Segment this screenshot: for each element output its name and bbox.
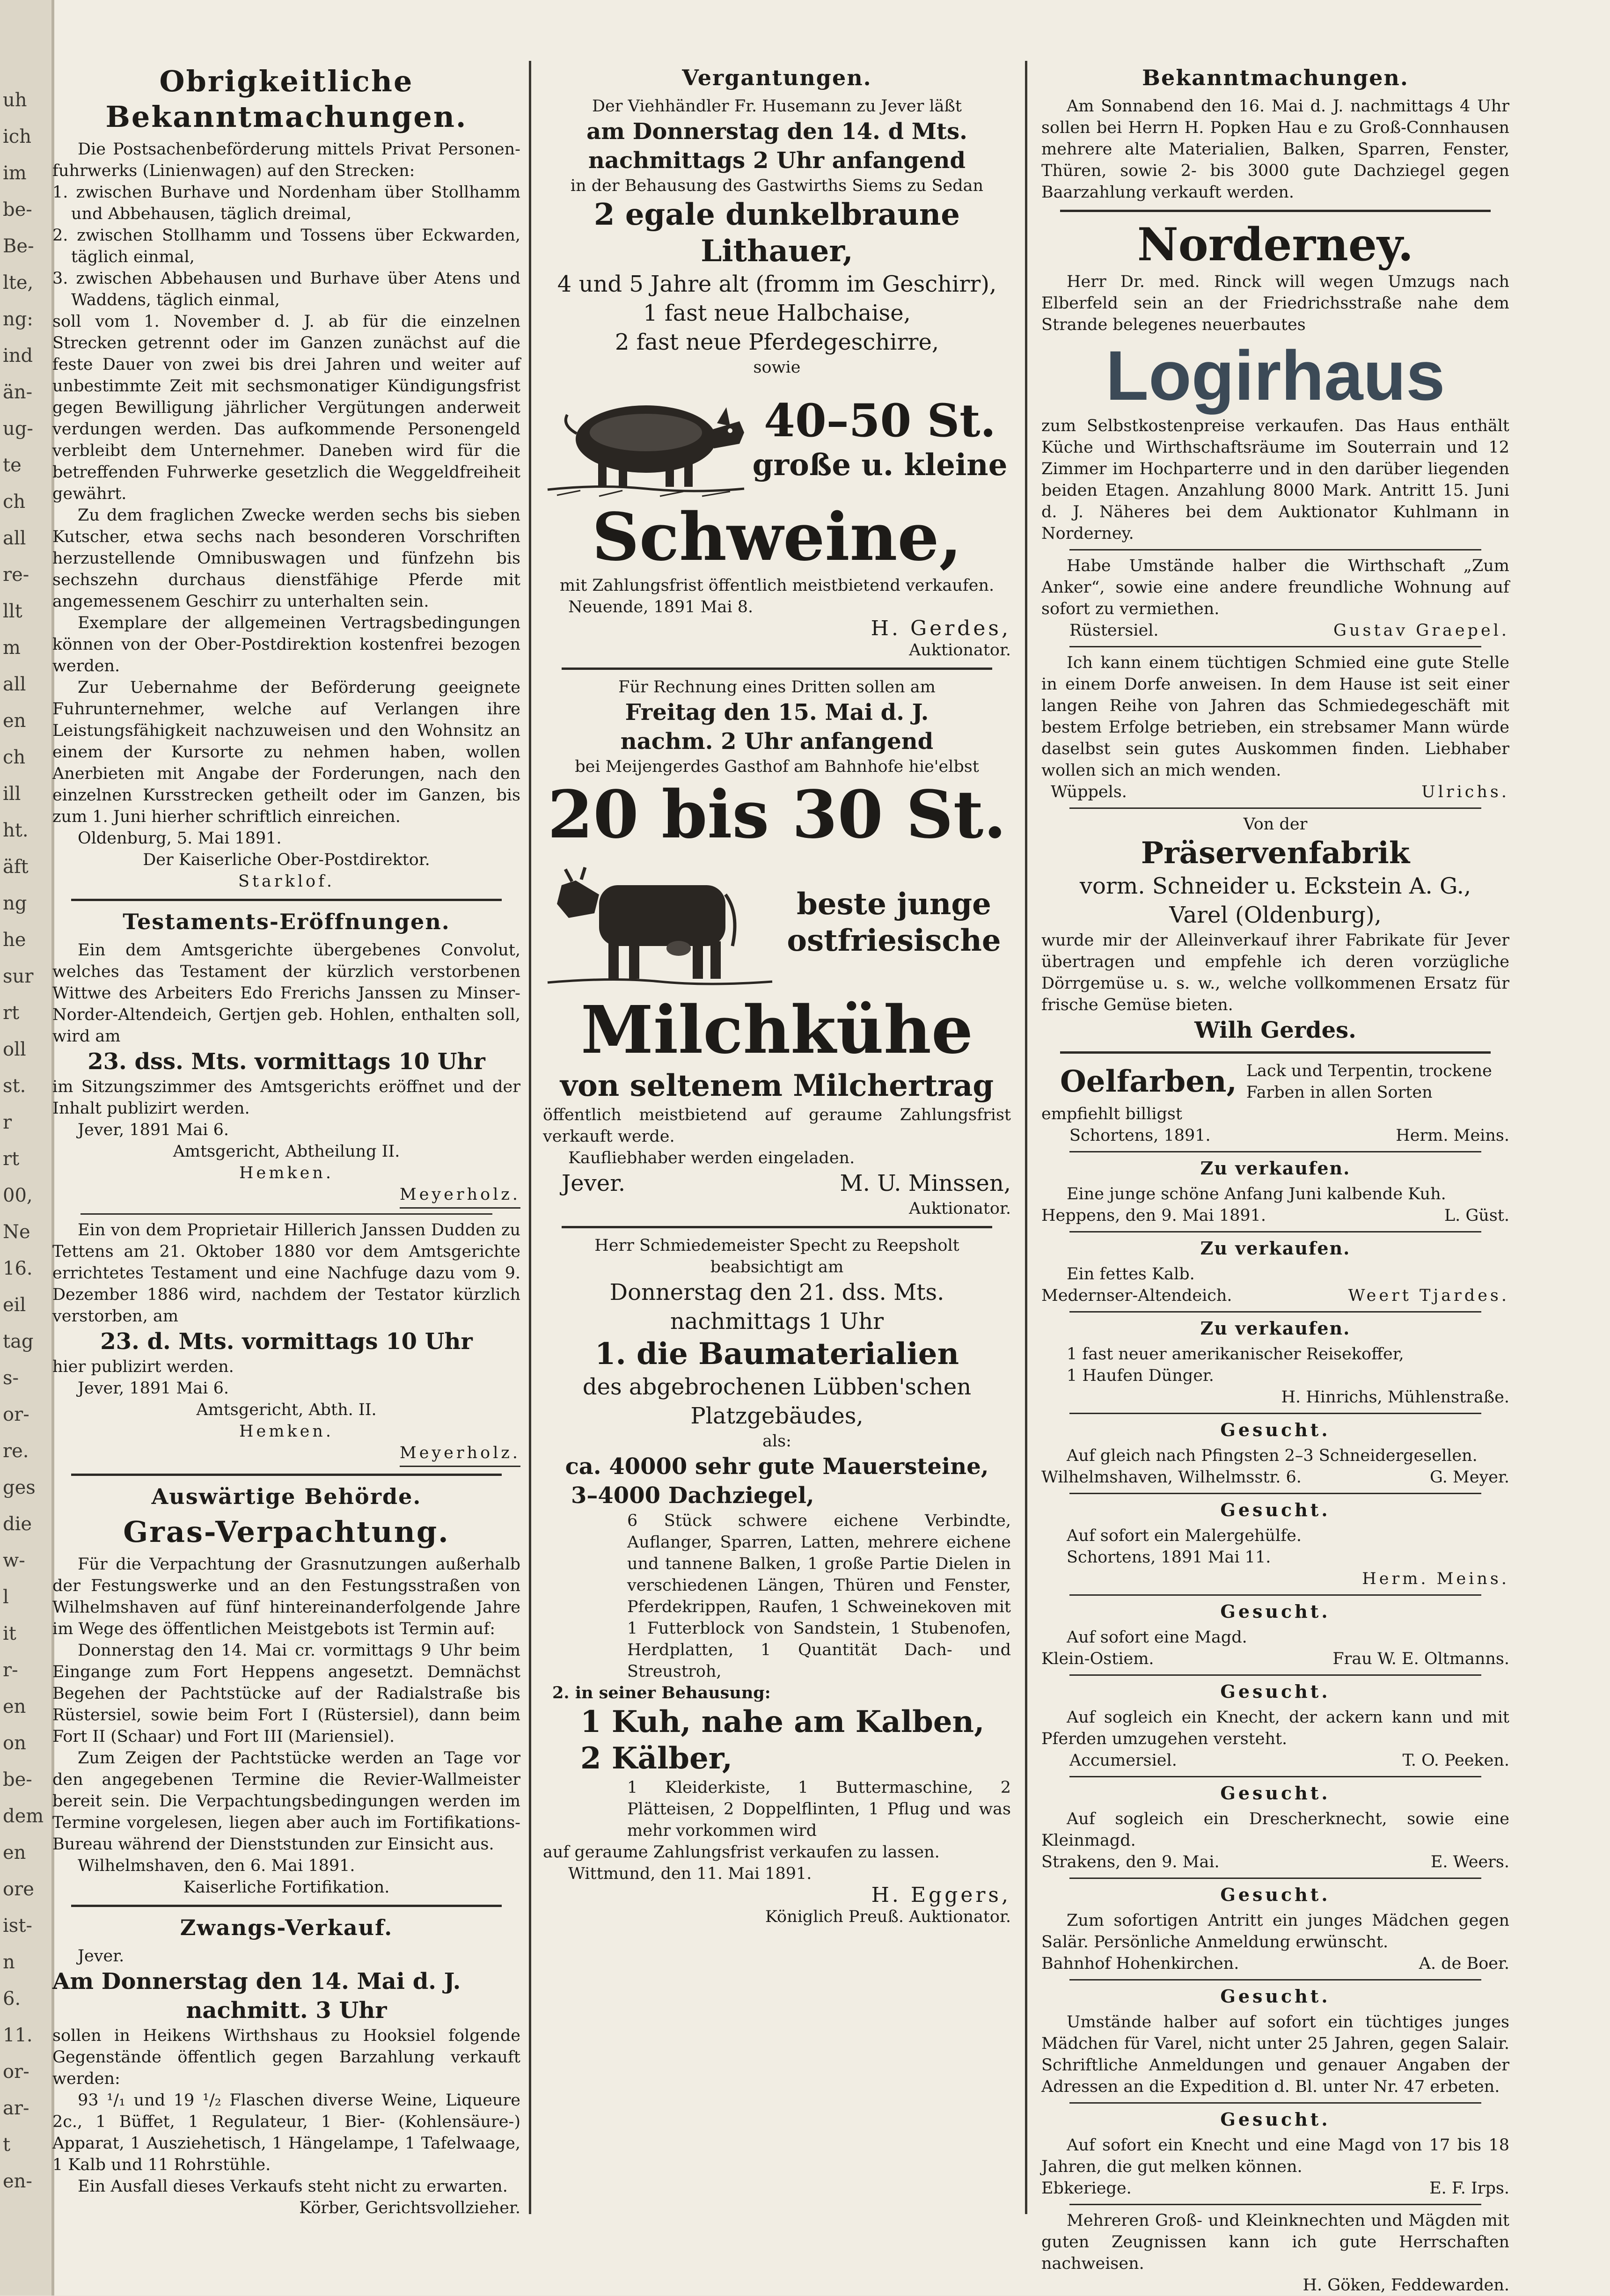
divider (1069, 1311, 1481, 1313)
ad-item: 4 und 5 Jahre alt (fromm im Geschirr), (557, 271, 997, 297)
signature: E. F. Irps. (1429, 2179, 1509, 2198)
binding-fragment: re. (3, 1440, 29, 1462)
place-date: Strakens, den 9. Mai. (1041, 1853, 1220, 1871)
binding-fragment: en (3, 1842, 26, 1863)
notice-text: Habe Umstände halber die Wirthschaft „Zum Anker“, sowie eine andere freundliche Wohnung auf sofort zu vermiethen. (1041, 557, 1509, 618)
notice-text: Auf sofort eine Magd. (1067, 1628, 1247, 1647)
section-title: Zwangs-Verkauf. (180, 1915, 393, 1940)
signature-row (1041, 1750, 1509, 1771)
divider (1069, 1493, 1481, 1494)
court-name: Amtsgericht, Abth. II. (196, 1401, 377, 1419)
binding-fragment: ug- (3, 418, 33, 440)
divider (1069, 1151, 1481, 1152)
signature: Wilh Gerdes. (1194, 1017, 1356, 1043)
notice-text: 93 ¹/₁ und 19 ¹/₂ Flaschen diverse Weine, Liqueure 2c., 1 Büffet, 1 Regulateur, 1 Bier- (Kohlensäure-) Apparat, 1 Ausziehetisch, 1 Hängelampe, 1 Tafelwaage, 1 Kalb und 11 Rohrstühle. (52, 2091, 520, 2174)
notice-text: sollen in Heikens Wirthshaus zu Hooksiel folgende Gegenstände öffentlich gegen Barzahlung verkauft werden: (52, 2026, 520, 2088)
binding-fragment: tag (3, 1331, 34, 1352)
binding-fragment: 00, (3, 1185, 33, 1206)
signature: Herm. Meins. (1362, 1570, 1509, 1588)
notice-date: am Donnerstag den 14. d Mts. (586, 118, 967, 145)
binding-fragment: on (3, 1732, 26, 1754)
notice-text: Eine junge schöne Anfang Juni kalbende Kuh. (1067, 1185, 1446, 1203)
divider (1069, 2204, 1481, 2205)
divider (1069, 807, 1481, 809)
place-date: Neuende, 1891 Mai 8. (568, 598, 754, 616)
signature: H. Hinrichs, Mühlenstraße. (1281, 1388, 1509, 1407)
binding-fragment: llt (3, 601, 22, 622)
binding-fragment: eil (3, 1294, 26, 1316)
notice-text: Lack und Terpentin, trockene (1246, 1062, 1492, 1080)
office-name: Der Kaiserliche Ober-Postdirektor. (143, 851, 430, 869)
notice-text: mit Zahlungsfrist öffentlich meistbietend verkaufen. (559, 576, 995, 595)
binding-fragment: lte, (3, 272, 34, 293)
signature: Hemken. (239, 1422, 334, 1441)
list-item: 1. zwischen Burhave und Nordenham über Stollhamm und Abbehausen, täglich dreimal, (52, 183, 520, 223)
signature: E. Weers. (1430, 1853, 1509, 1871)
signature: T. O. Peeken. (1402, 1751, 1509, 1770)
divider (80, 1213, 492, 1215)
signature: Meyerholz. (52, 1442, 520, 1467)
court-name: Amtsgericht, Abtheilung II. (173, 1142, 400, 1161)
binding-fragment: be- (3, 1769, 32, 1790)
notice-date: Donnerstag den 21. dss. Mts. (609, 1279, 944, 1306)
binding-fragment: s- (3, 1367, 19, 1389)
post-text: Zur Uebernahme der Beförderung geeignete Fuhrunternehmer, welche auf Verlangen ihre Leistungsfähigkeit nachzuweisen und den Wohnsitz an einem der Kursorte zu nehmen haben, wollen Anerbieten mit Angabe der Forderungen, nach den einzelnen Kursstrecken getheilt oder im Ganzen, bis zum 1. Juni hierher schriftlich einreichen. (52, 678, 520, 826)
signature: Körber, Gerichtsvollzieher. (299, 2199, 520, 2217)
binding-fragment: re- (3, 564, 29, 586)
notice-text: Auf sofort ein Malergehülfe. (1067, 1526, 1302, 1545)
notice-text: Am Sonnabend den 16. Mai d. J. nachmittags 4 Uhr sollen bei Herrn H. Popken Hau e zu Groß-Connhausen mehrere alte Materialien, Balken, Sparren, Fenster, Thüren, sowie 2- bis 3000 gute Dachziegel gegen Baarzahlung verkauft werden. (1041, 97, 1509, 202)
notice-date: 23. dss. Mts. vormittags 10 Uhr (88, 1049, 485, 1075)
signature: M. U. Minssen, (840, 1170, 1011, 1196)
notice-time: nachmitt. 3 Uhr (186, 1997, 387, 2024)
binding-fragment: or- (3, 2061, 29, 2083)
section-title: Gesucht. (1220, 1681, 1331, 1702)
binding-fragment: dem (3, 1805, 44, 1827)
section-title: Zu verkaufen. (1200, 1318, 1351, 1339)
binding-fragment: n (3, 1951, 15, 1973)
binding-fragment: ist- (3, 1915, 32, 1937)
section-title: Gesucht. (1220, 1601, 1331, 1622)
binding-fragment: rt (3, 1002, 20, 1024)
binding-fragment: all (3, 674, 26, 695)
binding-fragment: 16. (3, 1258, 33, 1279)
column-rule (1025, 61, 1027, 2214)
divider (562, 1226, 992, 1228)
divider (1069, 1776, 1481, 1777)
binding-fragment: be- (3, 199, 32, 220)
signature-row (1041, 1953, 1509, 1974)
signature: Frau W. E. Oltmanns. (1332, 1650, 1509, 1668)
place: Bahnhof Hohenkirchen. (1041, 1954, 1239, 1973)
post-text: Zu dem fraglichen Zwecke werden sechs bis sieben Kutscher, etwa sechs nach besonderen Vorschriften herzustellende Omnibuswagen und fünfzehn bis sechszehn durchaus dienstfähige Pferde mit angemessenem Geschirr zu unterhalten sein. (52, 506, 520, 611)
notice-text: wurde mir der Alleinverkauf ihrer Fabrikate für Jever übertragen und empfehle ich deren vorzügliche Dörrgemüse u. s. w., welche vollkommenen Ersatz für frische Gemüse bieten. (1041, 931, 1509, 1014)
place-date: Wilhelmshaven, den 6. Mai 1891. (78, 1856, 355, 1875)
binding-fragment: ch (3, 491, 26, 513)
notice-text: 1 Haufen Dünger. (1067, 1366, 1214, 1385)
place: Klein-Ostiem. (1041, 1650, 1154, 1668)
list-item: 2. zwischen Stollhamm und Tossens über Eckwarden, täglich einmal, (52, 226, 520, 266)
oelfarben-row (1041, 1060, 1509, 1103)
list-item: 3. zwischen Abbehausen und Burhave über Atens und Waddens, täglich einmal, (52, 269, 520, 309)
place-date: Heppens, den 9. Mai 1891. (1041, 1206, 1266, 1225)
notice-text: Auf gleich nach Pfingsten 2–3 Schneidergesellen. (1067, 1446, 1478, 1465)
notice-text: Farben in allen Sorten (1246, 1083, 1433, 1102)
binding-fragment: 11. (3, 2025, 33, 2046)
binding-fragment: l (3, 1586, 9, 1608)
binding-fragment: ht. (3, 820, 29, 841)
ad-item: 3–4000 Dachziegel, (571, 1482, 814, 1509)
section-title: Gesucht. (1220, 1419, 1331, 1440)
binding-fragment: all (3, 528, 26, 549)
notice-subhead: 2. in seiner Behausung: (552, 1683, 771, 1702)
ad-item-headline: ostfriesische (787, 923, 1001, 958)
ad-count: 40–50 St. (764, 394, 996, 447)
notice-text: als: (762, 1432, 791, 1451)
role: Königlich Preuß. Auktionator. (765, 1907, 1011, 1926)
ad-item-headline: 2 egale dunkelbraune (594, 197, 960, 232)
divider (1069, 1594, 1481, 1596)
pig-ad-text (749, 395, 1011, 484)
divider (1069, 2102, 1481, 2104)
notice-text: Zum sofortigen Antritt ein junges Mädchen gegen Salär. Persönliche Anmeldung erwünscht. (1041, 1911, 1509, 1951)
binding-fragment: äft (3, 856, 29, 878)
notice-date: 23. d. Mts. vormittags 10 Uhr (100, 1328, 473, 1355)
divider (1069, 1231, 1481, 1232)
notice-text: Mehreren Groß- und Kleinknechten und Mägden mit guten Zeugnissen kann ich gute Herrschaften nachweisen. (1041, 2211, 1509, 2273)
binding-fragment: st. (3, 1075, 26, 1097)
role: Auktionator. (909, 1199, 1011, 1218)
place-date: Oldenburg, 5. Mai 1891. (78, 829, 282, 848)
ad-item: 1 fast neue Halbchaise, (643, 300, 911, 326)
binding-fragment: it (3, 1623, 16, 1644)
place-date: Wittmund, den 11. Mai 1891. (568, 1864, 812, 1883)
divider (1069, 646, 1481, 647)
binding-fragment: die (3, 1513, 32, 1535)
post-intro: Die Postsachenbeförderung mittels Privat Personen-fuhrwerks (Linienwagen) auf den Strecken: (52, 140, 520, 180)
place: Accumersiel. (1069, 1751, 1177, 1770)
place: Medernser-Altendeich. (1041, 1286, 1232, 1305)
signature: Ulrichs. (1421, 783, 1509, 801)
divider (1069, 549, 1481, 550)
binding-fragment: en- (3, 2171, 32, 2192)
section-title: Gesucht. (1220, 2109, 1331, 2130)
signature: A. de Boer. (1419, 1954, 1509, 1973)
ad-subheadline: Varel (Oldenburg), (1169, 902, 1382, 928)
place-date: Jever, 1891 Mai 6. (78, 1121, 229, 1139)
ad-headline: Gras-Verpachtung. (123, 1515, 450, 1549)
binding-fragment: Ne (3, 1221, 30, 1243)
ad-item: ca. 40000 sehr gute Mauersteine, (565, 1453, 989, 1480)
column-official-notices (52, 61, 520, 2261)
binding-fragment: uh (3, 89, 27, 111)
ad-item-headline: 1 Kuh, nahe am Kalben, (580, 1704, 985, 1739)
notice-text: öffentlich meistbietend auf geraume Zahlungsfrist verkauft werde. (543, 1106, 1011, 1146)
signature: H. Eggers, (871, 1883, 1011, 1907)
signature-row (1041, 781, 1509, 803)
signature: Kaiserliche Fortifikation. (183, 1878, 390, 1897)
section-title: Vergantungen. (682, 65, 872, 90)
signature: Herm. Meins. (1396, 1126, 1509, 1145)
binding-fragment: ch (3, 747, 26, 768)
binding-fragment: Be- (3, 235, 34, 257)
notice-time: nachmittags 2 Uhr anfangend (588, 147, 966, 174)
binding-fragment: r- (3, 1659, 18, 1681)
section-title: Zu verkaufen. (1200, 1158, 1351, 1179)
cow-ad-text (777, 886, 1011, 959)
notice-text: 1 Kleiderkiste, 1 Buttermaschine, 2 Plätteisen, 2 Doppelflinten, 1 Pflug und was mehr vorkommen wird (627, 1778, 1011, 1840)
notice-text: Donnerstag den 14. Mai cr. vormittags 9 Uhr beim Eingange zum Fort Heppens angesetzt. Demnächst Begehen der Pachtstücke auf der Radialstraße bis Rüstersiel, sowie beim Fort I (Rüstersiel), dann beim Fort II (Schaar) und Fort III (Mariensiel). (52, 1641, 520, 1746)
notice-text: zum Selbstkostenpreise verkaufen. Das Haus enthält Küche und Wirthschaftsräume im Souterrain und 12 Zimmer im Hochparterre und in den darüber liegenden beiden Etagen. Anzahlung 8000 Mark. Antritt 15. Juni d. J. Näheres bei dem Auktionator Kuhlmann in Norderney. (1041, 417, 1509, 543)
divider (71, 899, 502, 901)
notice-text: Umstände halber auf sofort ein tüchtiges junges Mädchen für Varel, nicht unter 25 Jahren, gegen Salair. Schriftliche Anmeldungen und genauer Angaben der Adressen an die Expedition d. Bl. unter Nr. 47 erbeten. (1041, 2013, 1509, 2096)
cow-ad-row (543, 852, 1011, 993)
ad-item-headline: beste junge (797, 887, 991, 922)
place: Rüstersiel. (1069, 621, 1159, 640)
notice-text: auf geraume Zahlungsfrist verkaufen zu lassen. (543, 1843, 940, 1862)
section-title: Gesucht. (1220, 1884, 1331, 1905)
signature-row (1041, 1648, 1509, 1670)
notice-time: nachm. 2 Uhr anfangend (620, 728, 934, 755)
binding-fragment: he (3, 929, 26, 951)
binding-fragment: sur (3, 966, 34, 987)
ad-item-headline: Lithauer, (701, 234, 853, 269)
oelfarben-side (1246, 1060, 1492, 1103)
binding-fragment: 6. (3, 1988, 21, 2010)
binding-fragment: än- (3, 381, 33, 403)
place: Jever. (562, 1170, 626, 1196)
notice-text: Auf sogleich ein Knecht, der ackern kann und mit Pferden umzugehen versteht. (1041, 1708, 1509, 1748)
notice-text: in der Behausung des Gastwirths Siems zu Sedan (570, 176, 984, 195)
post-text: soll vom 1. November d. J. ab für die einzelnen Strecken getrennt oder im Ganzen zunächst auf die feste Dauer von zwei bis drei Jahren und weiter auf unbestimmte Zeit mit sechsmonatiger Kündigungsfrist gegen Bewilligung jährlicher Vergütungen anderweit verdungen werden. Das aufkommende Personengeld verbleibt dem Unternehmer. Daneben wird für die betreffenden Fuhrwerke gesetzlich die Weggeldfreiheit gewährt. (52, 312, 520, 503)
notice-time: nachmittags 1 Uhr (670, 1308, 884, 1335)
divider (71, 1905, 502, 1907)
notice-text: Der Viehhändler Fr. Husemann zu Jever läßt (592, 97, 962, 116)
binding-fragment: oll (3, 1039, 26, 1060)
section-title: Testaments-Eröffnungen. (123, 909, 450, 934)
binding-fragment: or- (3, 1404, 29, 1425)
place: Wüppels. (1051, 783, 1127, 801)
notice-text: 6 Stück schwere eichene Verbindte, Auflanger, Sparren, Latten, mehrere eichene und tannene Balken, 1 große Partie Dielen in verschiedenen Längen, Thüren und Fenster, Pferdekrippen, Raufen, 1 Schweinekoven mit 1 Futterblock von Sandstein, 1 Stubenofen, Herdplatten, 1 Quantität Dach- und Streustroh, (627, 1511, 1011, 1681)
signature-row (1041, 620, 1509, 641)
notice-text: Ein dem Amtsgerichte übergebenes Convolut, welches das Testament der kürzlich verstorbenen Wittwe des Arbeiters Edo Frerichs Janssen zu Minser-Norder-Altendeich, Gertjen geb. Hohlen, enthalten soll, wird am (52, 941, 520, 1046)
binding-fragment: ill (3, 783, 21, 805)
notice-text: Ein fettes Kalb. (1067, 1265, 1195, 1284)
notice-text: Ich kann einem tüchtigen Schmied eine gute Stelle in einem Dorfe anweisen. In dem Hause ist seit einer langen Reihe von Jahren das Schmiedegeschäft mit bestem Erfolge betrieben, ein strebsamer Mann würde daselbst sein gutes Auskommen finden. Liebhaber wollen sich an mich wenden. (1041, 653, 1509, 780)
ad-headline: Präservenfabrik (1141, 836, 1410, 871)
notice-text: Von der (1243, 815, 1308, 834)
binding-fragment: ges (3, 1477, 36, 1498)
notice-text: Ein Ausfall dieses Verkaufs steht nicht zu erwarten. (78, 2177, 508, 2196)
ad-subheadline: von seltenem Milchertrag (560, 1068, 994, 1103)
ad-headline: Oelfarben, (1060, 1064, 1237, 1099)
binding-fragment: im (3, 162, 27, 184)
ad-headline: Norderney. (1137, 218, 1414, 271)
signature-row (1041, 1285, 1509, 1306)
signature: L. Güst. (1444, 1206, 1509, 1225)
cow-illustration-icon (543, 852, 777, 993)
pig-illustration-icon (543, 378, 749, 500)
binding-fragment: ng: (3, 308, 33, 330)
place: Wilhelmshaven, Wilhelmsstr. 6. (1041, 1468, 1302, 1487)
binding-fragment: ng (3, 893, 27, 914)
ad-headline: Schweine, (592, 499, 962, 576)
divider (1060, 210, 1491, 212)
notice-date: Am Donnerstag den 14. Mai d. J. (52, 1968, 461, 1995)
signature-row (543, 1169, 1011, 1198)
role: Auktionator. (909, 641, 1011, 660)
notice-text: Ein von dem Proprietair Hillerich Janssen Dudden zu Tettens am 21. Oktober 1880 vor dem Amtsgerichte errichtetes Testament und eine Nachfuge dazu vom 9. Dezember 1886 wird, nachdem der Testator kürzlich verstorben, am (52, 1221, 520, 1326)
binding-fragment: ind (3, 345, 33, 367)
ad-subheadline: vorm. Schneider u. Eckstein A. G., (1079, 873, 1471, 899)
binding-fragment: en (3, 710, 26, 732)
divider (71, 1474, 502, 1476)
pig-ad-row (543, 378, 1011, 500)
binding-fragment: ore (3, 1878, 34, 1900)
column-auctions (543, 61, 1011, 2261)
place: Jever. (78, 1947, 124, 1966)
signature-row (1041, 1205, 1509, 1226)
section-title: Gesucht. (1220, 1986, 1331, 2007)
notice-text: 1 fast neuer amerikanischer Reisekoffer, (1067, 1345, 1404, 1364)
signature: H. Göken, Feddewarden. (1303, 2276, 1509, 2295)
binding-fragment: ar- (3, 2098, 29, 2119)
place-date: Schortens, 1891 Mai 11. (1067, 1548, 1271, 1567)
binding-fragment: te (3, 455, 22, 476)
signature: Starklof. (238, 872, 335, 891)
signature-row (1041, 1467, 1509, 1488)
signature: G. Meyer. (1429, 1468, 1509, 1487)
divider (1069, 1413, 1481, 1414)
binding-fragment: rt (3, 1148, 20, 1170)
notice-text: im Sitzungszimmer des Amtsgerichts eröffnet und der Inhalt publizirt werden. (52, 1078, 520, 1118)
binding-fragment: m (3, 637, 21, 659)
place-date: Schortens, 1891. (1069, 1126, 1211, 1145)
ad-item: 2 fast neue Pferdegeschirre, (615, 329, 939, 355)
section-title: Obrigkeitliche Bekanntmachungen. (105, 64, 468, 134)
notice-text: Für die Verpachtung der Grasnutzungen außerhalb der Festungswerke und an den Festungsstraßen von Wilhelmshaven auf fünf hintereinanderfolgende Jahre im Wege des öffentlichen Meistgebots ist Termin auf: (52, 1555, 520, 1638)
notice-text: empfiehlt billigst (1041, 1105, 1182, 1123)
notice-text: Kaufliebhaber werden eingeladen. (568, 1149, 855, 1167)
binding-fragment: r (3, 1112, 12, 1133)
signature-row (1041, 1125, 1509, 1146)
post-routes-list (52, 182, 520, 311)
signature-row (1041, 1851, 1509, 1873)
divider (1069, 1979, 1481, 1981)
post-text: Exemplare der allgemeinen Vertragsbedingungen können von der Ober-Postdirektion kostenfrei bezogen werden. (52, 614, 520, 675)
binding-fragment: t (3, 2134, 11, 2156)
signature: Gustav Graepel. (1333, 621, 1509, 640)
binding-strip (0, 0, 54, 2296)
notice-text: bei Meijengerdes Gasthof am Bahnhofe hie'elbst (575, 757, 979, 776)
binding-fragment: w- (3, 1550, 25, 1571)
signature: Weert Tjardes. (1348, 1286, 1509, 1305)
divider (1069, 1878, 1481, 1879)
notice-text: sowie (753, 358, 801, 377)
notice-text: Herr Schmiedemeister Specht zu Reepsholt beabsichtigt am (594, 1236, 959, 1276)
notice-text: Auf sogleich ein Drescherknecht, sowie eine Kleinmagd. (1041, 1810, 1509, 1850)
signature: Meyerholz. (52, 1184, 520, 1209)
ad-headline: 1. die Baumaterialien (594, 1336, 959, 1372)
ad-subheadline: des abgebrochenen Lübben'schen Platzgebäudes, (582, 1374, 972, 1429)
notice-text: hier publizirt werden. (52, 1357, 234, 1376)
ad-headline: Logirhaus (1105, 336, 1445, 415)
column-rule (529, 61, 531, 2214)
section-title: Gesucht. (1220, 1499, 1331, 1520)
section-title: Auswärtige Behörde. (151, 1484, 422, 1509)
ad-item-headline: 2 Kälber, (580, 1741, 733, 1776)
place: Ebkeriege. (1041, 2179, 1132, 2198)
notice-text: Auf sofort ein Knecht und eine Magd von 17 bis 18 Jahren, die gut melken können. (1041, 2136, 1509, 2176)
signature: H. Gerdes, (871, 616, 1011, 640)
signature-row (1041, 2178, 1509, 2199)
section-title: Bekanntmachungen. (1142, 65, 1409, 90)
section-title: Zu verkaufen. (1200, 1238, 1351, 1259)
binding-fragment: en (3, 1696, 26, 1717)
notice-text: Zum Zeigen der Pachtstücke werden an Tage vor den angegebenen Termine die Revier-Wallmeister bereit sein. Die Verpachtungsbedingungen werden im Termine vorgelesen, liegen aber auch im Fortifikations-Bureau während der Dienststunden zur Einsicht aus. (52, 1749, 520, 1854)
binding-fragment: ich (3, 126, 31, 147)
column-announcements (1041, 61, 1509, 2295)
notice-text: Herr Dr. med. Rinck will wegen Umzugs nach Elberfeld sein an der Friedrichsstraße nahe dem Strande belegenes neuerbautes (1041, 272, 1509, 334)
section-title: Gesucht. (1220, 1783, 1331, 1804)
ad-count: 20 bis 30 St. (547, 777, 1007, 853)
divider (562, 668, 992, 670)
ad-item-headline: große u. kleine (752, 447, 1008, 483)
notice-text: Für Rechnung eines Dritten sollen am (618, 678, 936, 697)
signature: Hemken. (239, 1164, 334, 1182)
place-date: Jever, 1891 Mai 6. (78, 1379, 229, 1398)
divider (1060, 1051, 1491, 1054)
divider (1069, 1674, 1481, 1676)
ad-headline: Milchkühe (580, 992, 973, 1069)
notice-date: Freitag den 15. Mai d. J. (625, 699, 929, 726)
